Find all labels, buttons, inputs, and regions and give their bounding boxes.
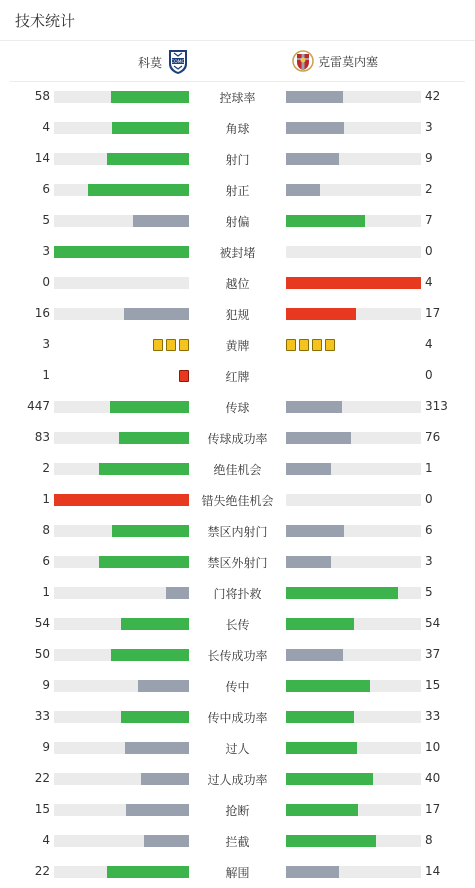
home-bar-fill	[121, 711, 189, 723]
stat-row	[0, 174, 475, 205]
away-bar-track	[286, 835, 421, 847]
stat-label: 过人	[225, 742, 250, 756]
home-value: 4	[42, 120, 50, 134]
away-bar-fill	[286, 153, 339, 165]
away-bar-fill	[286, 556, 331, 568]
home-bar-fill	[133, 215, 189, 227]
stat-row	[0, 112, 475, 143]
home-cards	[153, 339, 189, 352]
stat-row	[0, 670, 475, 701]
stat-row	[0, 453, 475, 484]
home-bar-track	[54, 711, 189, 723]
yellow-card-icon	[179, 339, 189, 351]
home-value: 9	[42, 678, 50, 692]
stat-label: 解围	[225, 866, 250, 880]
home-bar-track	[54, 308, 189, 320]
stat-label: 传球	[225, 401, 250, 415]
away-bar-fill	[286, 587, 398, 599]
stat-label: 犯规	[225, 308, 250, 322]
home-bar-fill	[112, 525, 189, 537]
home-value: 8	[42, 523, 50, 537]
stat-label: 门将扑救	[213, 587, 262, 601]
stat-row	[0, 546, 475, 577]
away-cards	[286, 339, 335, 352]
home-cards	[179, 370, 189, 383]
stat-label: 禁区外射门	[207, 556, 268, 570]
home-bar-track	[54, 866, 189, 878]
away-bar-track	[286, 122, 421, 134]
stat-label: 越位	[225, 277, 250, 291]
home-bar-fill	[144, 835, 189, 847]
stat-row	[0, 143, 475, 174]
home-bar-track	[54, 618, 189, 630]
home-value: 3	[42, 244, 50, 258]
stat-row	[0, 701, 475, 732]
home-bar-fill	[54, 494, 189, 506]
home-value: 50	[34, 647, 50, 661]
yellow-card-icon	[312, 339, 322, 351]
away-bar-fill	[286, 525, 344, 537]
home-bar-fill	[107, 153, 189, 165]
away-value: 0	[425, 368, 433, 382]
away-value: 17	[425, 306, 441, 320]
away-value: 40	[425, 771, 441, 785]
away-bar-track	[286, 91, 421, 103]
away-bar-fill	[286, 835, 376, 847]
home-bar-track	[54, 556, 189, 568]
home-team-name: 科莫	[137, 55, 162, 70]
away-value: 15	[425, 678, 441, 692]
stat-label: 传中成功率	[207, 711, 268, 725]
away-value: 76	[425, 430, 441, 444]
away-bar-track	[286, 215, 421, 227]
home-bar-track	[54, 742, 189, 754]
home-value: 4	[42, 833, 50, 847]
home-bar-track	[54, 587, 189, 599]
stat-row	[0, 484, 475, 515]
stat-row	[0, 236, 475, 267]
away-value: 0	[425, 244, 433, 258]
stat-label: 拦截	[225, 835, 250, 849]
stat-label: 射门	[225, 153, 250, 167]
home-value: 3	[42, 337, 50, 351]
away-value: 14	[425, 864, 441, 878]
away-bar-track	[286, 556, 421, 568]
home-bar-fill	[54, 246, 189, 258]
stat-label: 过人成功率	[207, 773, 268, 787]
away-bar-track	[286, 494, 421, 506]
away-value: 6	[425, 523, 433, 537]
home-bar-fill	[112, 122, 189, 134]
home-bar-fill	[124, 308, 189, 320]
stat-label: 被封堵	[219, 246, 256, 260]
como-logo-text: COMO	[170, 60, 186, 65]
away-value: 0	[425, 492, 433, 506]
away-bar-fill	[286, 401, 342, 413]
away-bar-track	[286, 587, 421, 599]
home-value: 58	[34, 89, 50, 103]
home-bar-track	[54, 277, 189, 289]
home-bar-track	[54, 649, 189, 661]
away-bar-fill	[286, 308, 356, 320]
away-value: 4	[425, 337, 433, 351]
home-bar-fill	[125, 742, 189, 754]
header	[0, 0, 475, 40]
away-value: 17	[425, 802, 441, 816]
away-bar-fill	[286, 91, 343, 103]
away-value: 9	[425, 151, 433, 165]
away-bar-track	[286, 773, 421, 785]
away-value: 4	[425, 275, 433, 289]
home-value: 16	[34, 306, 50, 320]
away-value: 7	[425, 213, 433, 227]
away-bar-fill	[286, 680, 370, 692]
away-value: 42	[425, 89, 441, 103]
yellow-card-icon	[166, 339, 176, 351]
stat-label: 传中	[225, 680, 250, 694]
away-bar-fill	[286, 711, 354, 723]
stat-label: 禁区内射门	[207, 525, 268, 539]
home-bar-track	[54, 463, 189, 475]
away-value: 313	[425, 399, 448, 413]
home-bar-fill	[99, 463, 189, 475]
home-bar-track	[54, 680, 189, 692]
yellow-card-icon	[153, 339, 163, 351]
away-bar-fill	[286, 215, 365, 227]
home-value: 6	[42, 554, 50, 568]
away-value: 3	[425, 554, 433, 568]
home-value: 1	[42, 492, 50, 506]
stat-row	[0, 608, 475, 639]
home-value: 54	[34, 616, 50, 630]
stat-label: 抢断	[225, 804, 250, 818]
away-bar-fill	[286, 432, 351, 444]
home-bar-track	[54, 432, 189, 444]
home-value: 5	[42, 213, 50, 227]
away-bar-track	[286, 401, 421, 413]
home-bar-fill	[166, 587, 189, 599]
away-value: 37	[425, 647, 441, 661]
stat-row	[0, 205, 475, 236]
home-value: 22	[34, 771, 50, 785]
away-bar-track	[286, 246, 421, 258]
home-bar-fill	[141, 773, 189, 785]
home-bar-fill	[138, 680, 189, 692]
stat-row	[0, 391, 475, 422]
home-value: 14	[34, 151, 50, 165]
stat-label: 传球成功率	[207, 432, 268, 446]
home-bar-fill	[99, 556, 189, 568]
away-team[interactable]	[290, 49, 378, 73]
stat-row	[0, 422, 475, 453]
home-value: 1	[42, 368, 50, 382]
stat-row	[0, 267, 475, 298]
away-bar-track	[286, 277, 421, 289]
home-bar-track	[54, 401, 189, 413]
stat-row	[0, 794, 475, 825]
away-bar-track	[286, 308, 421, 320]
home-value: 6	[42, 182, 50, 196]
stat-label: 绝佳机会	[213, 463, 262, 477]
home-bar-fill	[119, 432, 189, 444]
home-team[interactable]	[138, 49, 190, 75]
stat-row	[0, 577, 475, 608]
away-value: 3	[425, 120, 433, 134]
home-value: 83	[34, 430, 50, 444]
away-value: 2	[425, 182, 433, 196]
away-bar-fill	[286, 463, 331, 475]
away-bar-fill	[286, 184, 320, 196]
away-bar-fill	[286, 742, 357, 754]
stat-row	[0, 360, 475, 391]
stat-label: 长传	[225, 618, 250, 632]
home-value: 447	[27, 399, 50, 413]
away-bar-fill	[286, 649, 343, 661]
home-bar-track	[54, 804, 189, 816]
yellow-card-icon	[325, 339, 335, 351]
stat-row	[0, 856, 475, 887]
away-value: 54	[425, 616, 441, 630]
home-bar-track	[54, 525, 189, 537]
stat-row	[0, 639, 475, 670]
away-value: 5	[425, 585, 433, 599]
stat-row	[0, 515, 475, 546]
away-value: 33	[425, 709, 441, 723]
away-bar-fill	[286, 866, 339, 878]
away-bar-fill	[286, 773, 373, 785]
away-value: 1	[425, 461, 433, 475]
away-team-name: 克雷莫内塞	[318, 54, 379, 69]
away-bar-fill	[286, 277, 421, 289]
away-bar-track	[286, 649, 421, 661]
stat-row	[0, 298, 475, 329]
red-card-icon	[179, 370, 189, 382]
home-bar-fill	[107, 866, 189, 878]
home-value: 2	[42, 461, 50, 475]
como-logo-icon	[166, 49, 190, 75]
stat-label: 射偏	[225, 215, 250, 229]
stat-label: 长传成功率	[207, 649, 268, 663]
home-value: 33	[34, 709, 50, 723]
home-bar-track	[54, 91, 189, 103]
away-value: 8	[425, 833, 433, 847]
home-bar-track	[54, 215, 189, 227]
home-bar-fill	[111, 91, 189, 103]
stat-label: 错失绝佳机会	[201, 494, 274, 508]
stat-label: 控球率	[219, 91, 256, 105]
away-bar-track	[286, 432, 421, 444]
away-bar-track	[286, 742, 421, 754]
away-bar-track	[286, 153, 421, 165]
teams-header	[0, 40, 475, 81]
cremonese-logo-icon	[290, 49, 316, 73]
away-bar-track	[286, 463, 421, 475]
away-bar-fill	[286, 618, 354, 630]
stat-label: 角球	[225, 122, 250, 136]
home-value: 1	[42, 585, 50, 599]
home-value: 9	[42, 740, 50, 754]
away-value: 10	[425, 740, 441, 754]
yellow-card-icon	[299, 339, 309, 351]
home-bar-fill	[126, 804, 189, 816]
away-bar-fill	[286, 804, 358, 816]
home-value: 15	[34, 802, 50, 816]
home-bar-fill	[121, 618, 189, 630]
home-bar-track	[54, 153, 189, 165]
home-bar-fill	[111, 649, 189, 661]
stat-label: 射正	[225, 184, 250, 198]
home-bar-track	[54, 835, 189, 847]
stat-row	[0, 329, 475, 360]
stat-row	[0, 763, 475, 794]
home-bar-track	[54, 184, 189, 196]
home-bar-track	[54, 494, 189, 506]
home-bar-track	[54, 122, 189, 134]
stat-label: 黄牌	[225, 339, 250, 353]
home-value: 22	[34, 864, 50, 878]
away-bar-track	[286, 866, 421, 878]
home-bar-track	[54, 773, 189, 785]
stat-row	[0, 81, 475, 112]
home-bar-track	[54, 246, 189, 258]
away-bar-track	[286, 711, 421, 723]
stat-row	[0, 825, 475, 856]
home-bar-fill	[110, 401, 189, 413]
away-bar-track	[286, 618, 421, 630]
home-value: 0	[42, 275, 50, 289]
yellow-card-icon	[286, 339, 296, 351]
home-bar-fill	[88, 184, 189, 196]
away-bar-track	[286, 184, 421, 196]
away-bar-track	[286, 804, 421, 816]
away-bar-track	[286, 680, 421, 692]
page-title: 技术统计	[15, 12, 76, 30]
stat-label: 红牌	[225, 370, 250, 384]
away-bar-fill	[286, 122, 344, 134]
away-bar-track	[286, 525, 421, 537]
stat-row	[0, 732, 475, 763]
